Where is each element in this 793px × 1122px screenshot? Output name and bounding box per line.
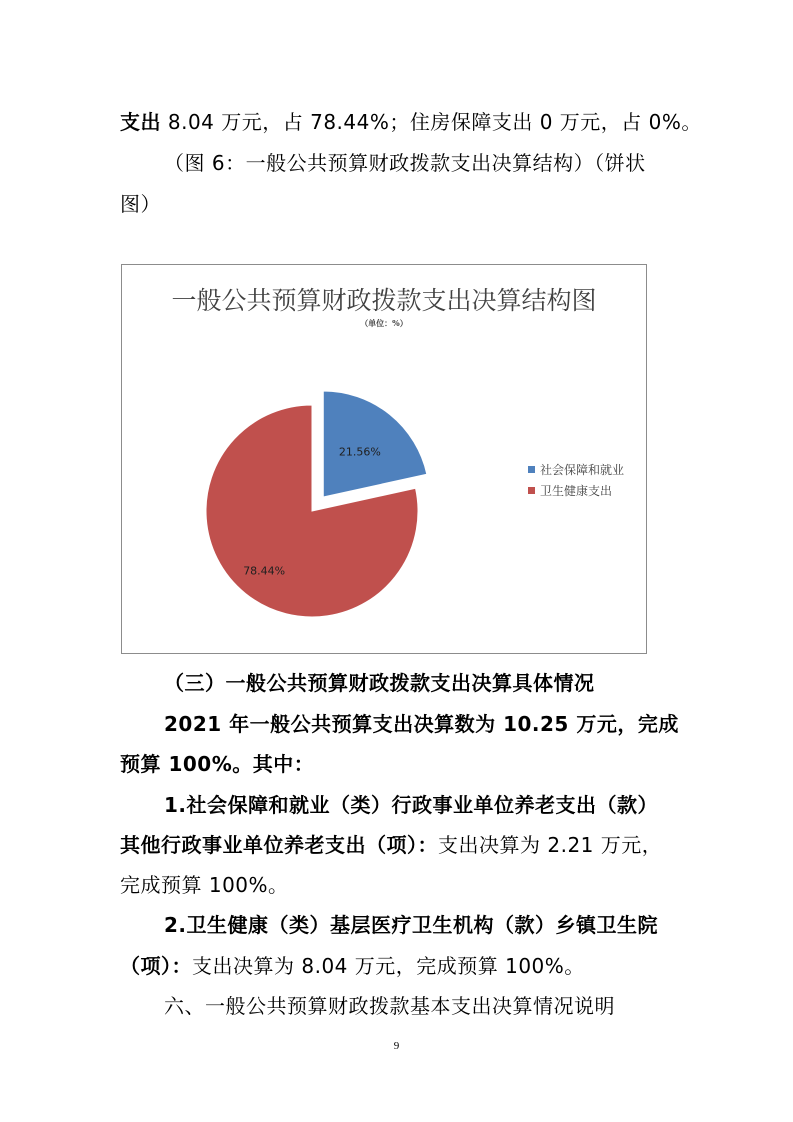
text-run: 支出决算为 8.04 万元，完成预算 100%。 (192, 954, 585, 978)
section-heading-6: 六、一般公共预算财政拨款基本支出决算情况说明 (164, 994, 615, 1018)
paragraph-line-1 (120, 108, 793, 136)
paragraph-summary-line-2: 预算 100%。其中： (120, 752, 315, 776)
paragraph-summary-line-1: 2021 年一般公共预算支出决算数为 10.25 万元，完成 (164, 712, 679, 736)
chart-title: 一般公共预算财政拨款支出决算结构图 (171, 286, 597, 315)
data-label-social-security: 21.56% (338, 445, 381, 459)
pie-slice-social-security (323, 391, 427, 497)
pie-chart-svg (122, 265, 646, 653)
item-1-line-3: 完成预算 100%。 (120, 873, 289, 897)
bold-run: 支出 (120, 110, 161, 134)
page-number: 9 (393, 1040, 400, 1052)
figure-caption-line-1: （图 6：一般公共预算财政拨款支出决算结构）（饼状 (164, 151, 646, 175)
item-2-line-2 (120, 952, 793, 980)
text-run: 支出决算为 2.21 万元， (438, 833, 663, 857)
section-heading: （三）一般公共预算财政拨款支出决算具体情况 (164, 671, 595, 695)
legend-label-social-security: 社会保障和就业 (540, 463, 625, 477)
legend-label-health: 卫生健康支出 (540, 484, 613, 498)
item-1-line-1: 1.社会保障和就业（类）行政事业单位养老支出（款） (164, 793, 659, 817)
legend (528, 462, 624, 498)
legend-swatch-health (528, 487, 535, 494)
chart-subtitle: （单位：%） (360, 318, 408, 328)
text-run: 8.04 万元，占 78.44%；住房保障支出 0 万元，占 0%。 (161, 110, 702, 134)
legend-swatch-social-security (528, 466, 535, 473)
bold-run: （项）： (120, 954, 192, 978)
bold-run: 其他行政事业单位养老支出（项）： (120, 833, 438, 857)
item-1-line-2 (120, 831, 793, 859)
figure-caption-line-2: 图） (120, 192, 161, 216)
item-2-line-1: 2.卫生健康（类）基层医疗卫生机构（款）乡镇卫生院 (164, 913, 659, 937)
data-label-health: 78.44% (243, 564, 286, 578)
pie-chart (121, 264, 647, 654)
